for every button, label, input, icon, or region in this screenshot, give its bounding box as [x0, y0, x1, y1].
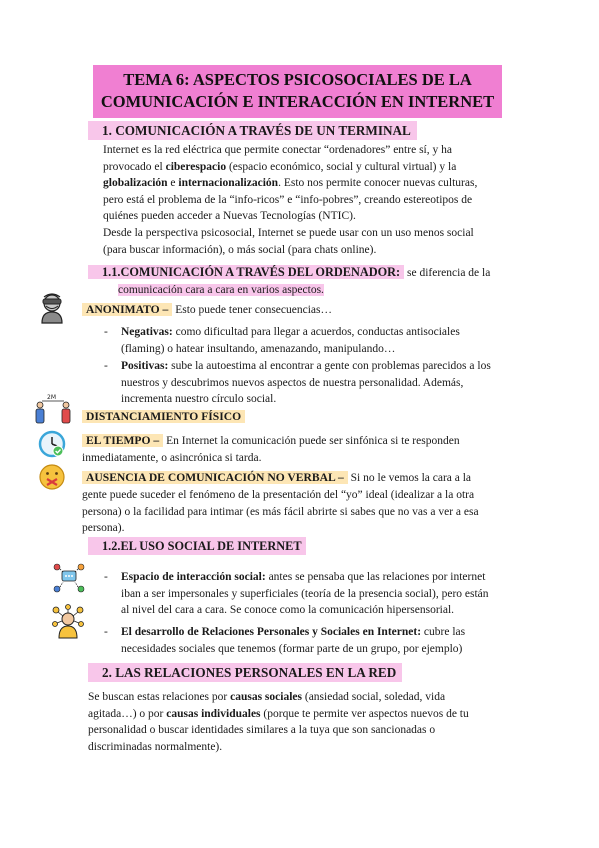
distanciamiento-row — [82, 408, 245, 426]
text-line: (para buscar información), o más social (para chats online). — [103, 243, 377, 256]
section-1-1-heading: 1.1.COMUNICACIÓN A TRAVÉS DEL ORDENADOR: — [88, 265, 404, 279]
negativas-item — [121, 324, 551, 357]
text-line: Desde la perspectiva psicosocial, Internet se puede usar con un uso menos social — [103, 227, 474, 239]
text-line: discriminadas normalmente). — [88, 740, 223, 753]
social-network-icon — [52, 562, 86, 594]
bold-term: globalización — [103, 177, 168, 190]
bold-term: Negativas: — [121, 326, 173, 338]
page-title — [93, 65, 502, 118]
text-line: personalidad o buscar identidades similares a la tuya que son sancionadas o — [88, 724, 436, 737]
text: sube la autoestima al encontrar a gente con problemas parecidos a los — [168, 360, 491, 372]
section-1-1-block — [88, 263, 548, 298]
text-line: persona). — [82, 522, 125, 535]
social-distance-icon — [33, 392, 73, 424]
text: agitada…) o por — [88, 707, 167, 720]
bold-term: Positivas: — [121, 360, 169, 372]
text: Se buscan estas relaciones por — [88, 691, 231, 703]
text-line: al nivel del cara a cara. Se conoce como la comunicación hipersensorial. — [121, 604, 455, 617]
section-2-paragraph — [88, 689, 548, 755]
masked-person-icon — [38, 292, 66, 324]
title-line-2: COMUNICACIÓN E INTERACCIÓN EN INTERNET — [100, 92, 495, 111]
text: como dificultad para llegar a acuerdos, conductas antisociales — [172, 326, 460, 338]
section-1-2-heading: 1.2.EL USO SOCIAL DE INTERNET — [88, 537, 306, 555]
text-line: comunicación cara a cara en varios aspectos. — [118, 283, 324, 296]
comunicacion-no-verbal-row — [82, 469, 552, 537]
text: Si no le vemos la cara a la — [347, 472, 472, 484]
text-line: nuestros y descubrimos nuevos aspectos de nuestra personalidad. Además, — [121, 376, 464, 389]
title-line-1: TEMA 6: ASPECTOS PSICOSOCIALES DE LA — [123, 70, 472, 89]
positivas-item — [121, 358, 551, 408]
distanciamiento-label: DISTANCIAMIENTO FÍSICO — [82, 410, 245, 423]
text: e — [167, 177, 179, 190]
text-line: incrementa nuestro círculo social. — [121, 393, 277, 406]
relaciones-personales-item — [121, 624, 551, 657]
text-line: (flaming) o hatear insultando, amenazando, manipulando… — [121, 342, 396, 355]
section-1-paragraph-2 — [103, 225, 543, 258]
text-line: gente puede suceder el fenómeno de la presentación del “yo” ideal (idealizar a la otra — [82, 489, 475, 501]
bold-term: causas sociales — [230, 691, 302, 703]
bold-term: ciberespacio — [165, 160, 227, 173]
distance-label: 2M — [47, 394, 56, 401]
text: Esto puede tener consecuencias… — [172, 304, 333, 316]
text-line — [103, 159, 543, 176]
people-network-icon — [52, 604, 84, 640]
no-verbal-label: AUSENCIA DE COMUNICACIÓN NO VERBAL – — [82, 471, 348, 484]
tiempo-label: EL TIEMPO – — [82, 434, 163, 447]
bold-term: El desarrollo de Relaciones Personales y Sociales en Internet: — [121, 626, 422, 638]
bold-term: causas individuales — [166, 707, 261, 720]
text-line: necesidades sociales que tenemos (formar parte de un grupo, por ejemplo) — [121, 642, 463, 655]
anonimato-row — [82, 301, 332, 319]
anonimato-label: ANONIMATO – — [82, 303, 172, 316]
text: cubre las — [421, 626, 466, 638]
text: En Internet la comunicación puede ser sinfónica si te responden — [163, 435, 460, 447]
bullet-dash: - — [104, 326, 108, 338]
text-line: pero está el problema de la “info-ricos” e “info-pobres”, creando estereotipos de — [103, 193, 473, 206]
bold-term: internacionalización — [178, 177, 279, 190]
tiempo-row — [82, 432, 552, 467]
text-line: quiénes pueden acceder a Nuevas Tecnologías (NTIC). — [103, 210, 356, 223]
bullet-dash: - — [104, 360, 108, 372]
text: se diferencia de la — [404, 267, 491, 279]
text: antes se pensaba que las relaciones por internet — [265, 571, 486, 583]
section-2-heading: 2. LAS RELACIONES PERSONALES EN LA RED — [88, 663, 402, 682]
bullet-dash: - — [104, 571, 108, 583]
section-1-heading: 1. COMUNICACIÓN A TRAVÉS DE UN TERMINAL — [88, 121, 417, 140]
section-1-paragraph-1 — [103, 142, 543, 225]
text-line: inmediatamente, o asincrónica si tarda. — [82, 452, 262, 464]
text: (espacio económico, social y cultural virtual) y la — [226, 160, 457, 173]
text-line: persona) o la facilidad para intimar (es más fácil abrirte si sabes que no vas a ver a esa — [82, 505, 479, 518]
text: (porque te permite ver aspectos nuevos de tu — [260, 707, 469, 720]
bullet-dash: - — [104, 626, 108, 638]
text-line: iban a ser impersonales y superficiales (teoría de la presencia social), pero están — [121, 587, 489, 600]
text-line — [103, 175, 543, 192]
text: provocado el — [103, 160, 166, 173]
text: (ansiedad social, soledad, vida — [301, 691, 446, 703]
text: . Esto nos permite conocer nuevas culturas, — [278, 177, 478, 190]
espacio-interaccion-item — [121, 569, 551, 619]
mute-face-icon — [38, 463, 66, 491]
text-line: Internet es la red eléctrica que permite conectar “ordenadores” entre sí, y ha — [103, 144, 452, 156]
clock-icon — [38, 430, 66, 458]
bold-term: Espacio de interacción social: — [121, 571, 266, 583]
